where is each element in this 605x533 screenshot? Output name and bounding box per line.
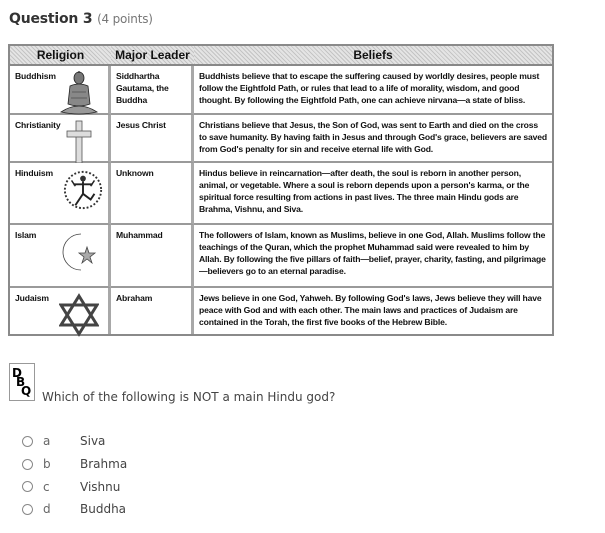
beliefs-cell: Jews believe in one God, Yahweh. By following God's laws, Jews believe they will have peace with God and with each other. The main laws and practices of Judaism are contained in the Torah, the first five books of the Hebrew Bible. xyxy=(194,288,552,334)
religions-table xyxy=(10,46,552,334)
beliefs-cell: Buddhists believe that to escape the suffering caused by worldly desires, people must follow the Eightfold Path, or rules that lead to a life of morality, wisdom, and good thought. By following the Eightfold Path, one can achieve nirvana—a state of bliss. xyxy=(194,66,552,115)
choice-label[interactable]: Vishnu xyxy=(80,479,121,494)
dbq-letter-d: D xyxy=(12,366,22,380)
question-prompt: Which of the following is NOT a main Hindu god? xyxy=(42,390,336,404)
header-beliefs: Beliefs xyxy=(194,46,552,66)
beliefs-cell: Christians believe that Jesus, the Son of God, was sent to Earth and died on the cross to save humanity. By having faith in Jesus and through God's grace, believers are saved from God's penalty for sin and receive eternal life with God. xyxy=(194,115,552,164)
table-row xyxy=(10,66,552,115)
religion-cell xyxy=(10,66,111,115)
radio-button[interactable] xyxy=(22,459,33,470)
question-title xyxy=(9,11,153,27)
header-major-leader: Major Leader xyxy=(111,46,194,66)
beliefs-cell: The followers of Islam, known as Muslims, believe in one God, Allah. Muslims follow the teachings of the Quran, which the prophet Muhammad said were revealed to him by Allah. By following the five pillars of faith—belief, prayer, charity, fasting, and pilgrimage—believers go to an eternal paradise. xyxy=(194,225,552,287)
cross-icon xyxy=(58,119,100,165)
religion-name: Christianity xyxy=(15,119,61,130)
religion-cell xyxy=(10,163,111,225)
leader-cell: Muhammad xyxy=(111,225,194,287)
leader-cell: Unknown xyxy=(111,163,194,225)
dbq-badge-icon xyxy=(9,363,35,401)
choice-letter: a xyxy=(43,434,51,449)
choice-label[interactable]: Brahma xyxy=(80,457,128,472)
religions-table-image xyxy=(8,44,554,336)
table-row xyxy=(10,163,552,225)
religion-name: Hinduism xyxy=(15,168,53,179)
choice-letter: c xyxy=(43,479,50,494)
religion-name: Islam xyxy=(15,230,37,241)
religion-name: Judaism xyxy=(15,292,49,303)
choice-b[interactable] xyxy=(22,453,127,476)
dbq-letter-b: B xyxy=(16,375,26,389)
choice-letter: d xyxy=(43,502,51,517)
leader-cell: Siddhartha Gautama, the Buddha xyxy=(111,66,194,115)
shiva-nataraja-icon xyxy=(62,167,104,213)
radio-button[interactable] xyxy=(22,436,33,447)
answer-choices xyxy=(22,430,127,521)
dbq-letter-q: Q xyxy=(21,384,32,398)
star-of-david-icon xyxy=(58,292,100,338)
table-row xyxy=(10,225,552,287)
radio-button[interactable] xyxy=(22,481,33,492)
crescent-star-icon xyxy=(58,229,100,275)
choice-a[interactable] xyxy=(22,430,127,453)
religion-cell xyxy=(10,115,111,164)
table-row xyxy=(10,288,552,334)
religion-cell xyxy=(10,225,111,287)
religion-cell xyxy=(10,288,111,334)
religion-name: Buddhism xyxy=(15,71,56,81)
leader-cell: Abraham xyxy=(111,288,194,334)
choice-label[interactable]: Siva xyxy=(80,434,106,449)
buddha-statue-icon xyxy=(58,70,100,116)
table-row xyxy=(10,115,552,164)
header-religion: Religion xyxy=(10,46,111,66)
choice-d[interactable] xyxy=(22,498,127,521)
beliefs-cell: Hindus believe in reincarnation—after death, the soul is reborn in another person, animal, or vegetable. Where a soul is reborn depends upon a person's karma, or the spiritual force resulting from actions in past lives. The three main Hindu gods are Brahma, Vishnu, and Siva. xyxy=(194,163,552,225)
question-number: Question 3 xyxy=(9,11,93,27)
radio-button[interactable] xyxy=(22,504,33,515)
choice-letter: b xyxy=(43,457,51,472)
question-points: (4 points) xyxy=(97,12,153,26)
choice-c[interactable] xyxy=(22,475,127,498)
choice-label[interactable]: Buddha xyxy=(80,502,127,517)
leader-cell: Jesus Christ xyxy=(111,115,194,164)
